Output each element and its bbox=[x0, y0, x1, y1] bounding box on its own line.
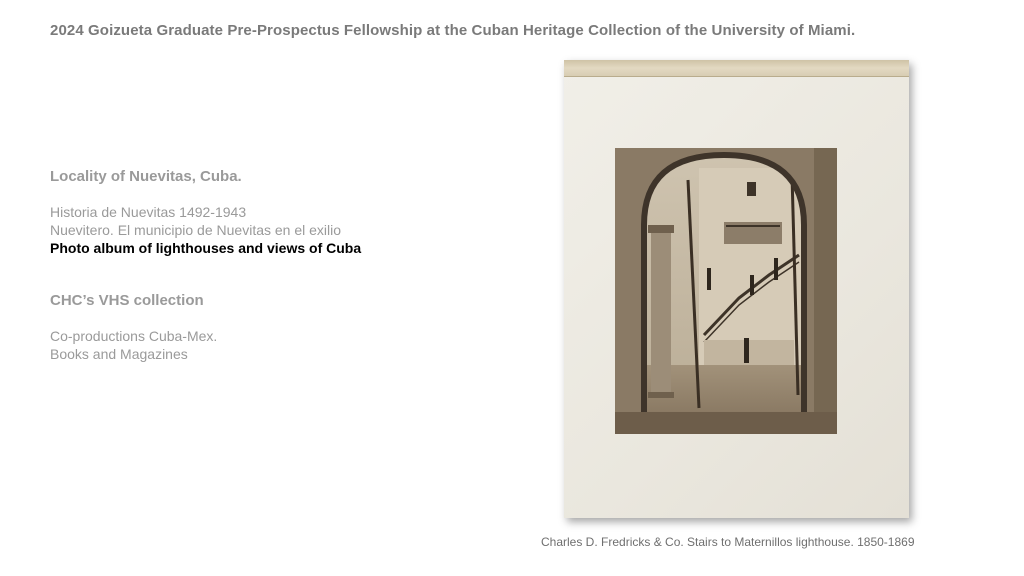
list-item-nuevitero[interactable]: Nuevitero. El municipio de Nuevitas en el exilio bbox=[50, 222, 342, 238]
section-heading: CHC’s VHS collection bbox=[50, 292, 204, 309]
content-list bbox=[50, 168, 510, 363]
section-vhs bbox=[50, 292, 510, 363]
section-heading: Locality of Nuevitas, Cuba. bbox=[50, 168, 242, 185]
page-title: 2024 Goizueta Graduate Pre-Prospectus Fellowship at the Cuban Heritage Collection of the University of Miami. bbox=[50, 22, 856, 39]
list-item-coproductions[interactable]: Co-productions Cuba-Mex. bbox=[50, 328, 218, 344]
list-item-photo-album[interactable]: Photo album of lighthouses and views of Cuba bbox=[50, 240, 362, 256]
lighthouse-photograph bbox=[564, 60, 909, 518]
photo-album-page bbox=[564, 60, 909, 518]
photo-caption: Charles D. Fredricks & Co. Stairs to Maternillos lighthouse. 1850-1869 bbox=[541, 535, 915, 549]
list-item-books-magazines[interactable]: Books and Magazines bbox=[50, 346, 188, 362]
list-item-historia[interactable]: Historia de Nuevitas 1492-1943 bbox=[50, 204, 247, 220]
section-nuevitas bbox=[50, 168, 510, 257]
